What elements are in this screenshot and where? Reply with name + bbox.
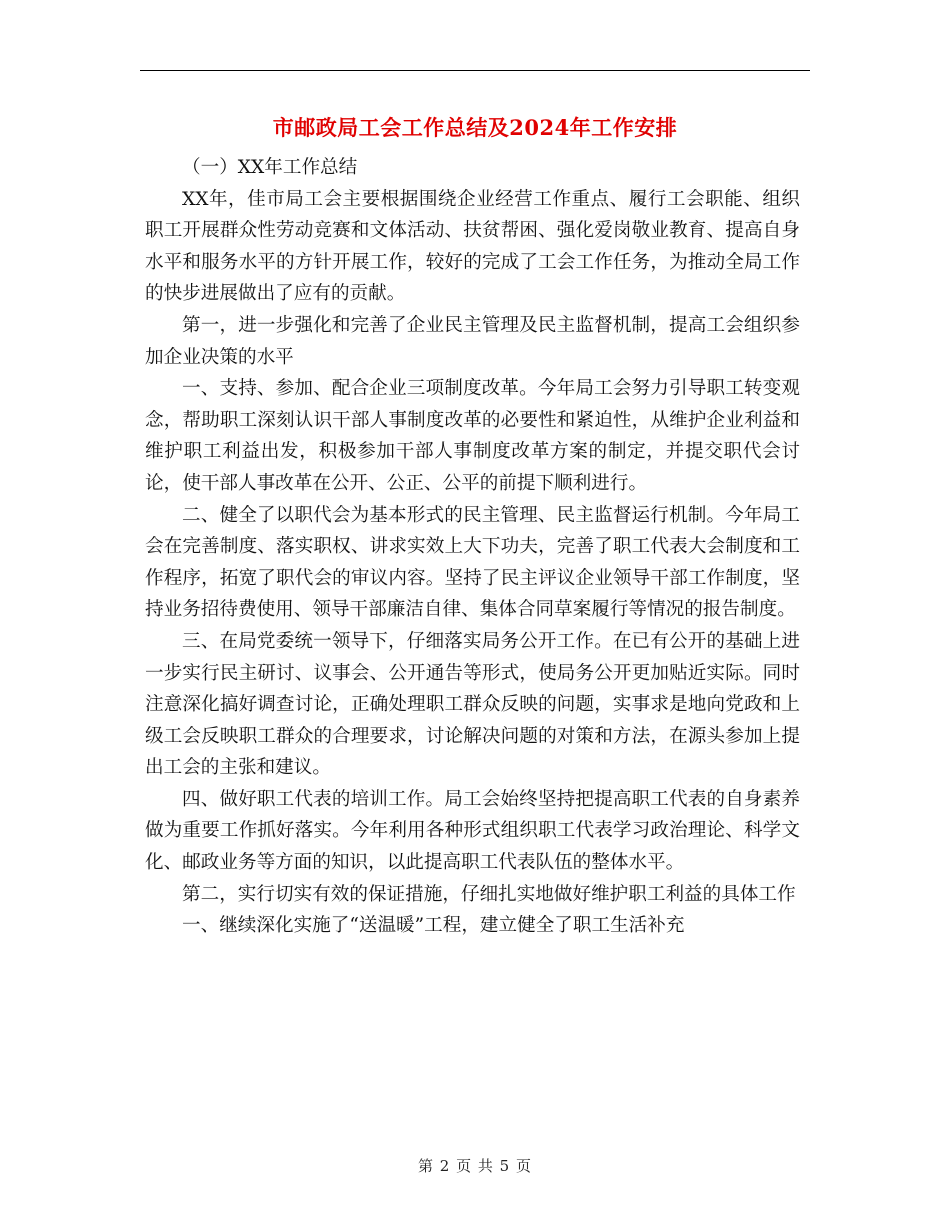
body-paragraph: 第一，进一步强化和完善了企业民主管理及民主监督机制，提高工会组织参加企业决策的水平 [145,314,800,368]
header-rule [140,70,810,71]
body-paragraph: 第二，实行切实有效的保证措施，仔细扎实地做好维护职工利益的具体工作 [182,883,796,905]
body-paragraph: 二、健全了以职代会为基本形式的民主管理、民主监督运行机制。今年局工会在完善制度、落实职权、讲求实效上大下功夫，完善了职工代表大会制度和工作程序，拓宽了职代会的审议内容。坚持了民主评议企业领导干部工作制度，坚持业务招待费使用、领导干部廉洁自律、集体合同草案履行等情况的报告制度。 [145,504,800,621]
body-paragraph: 三、在局党委统一领导下，仔细落实局务公开工作。在已有公开的基础上进一步实行民主研讨、议事会、公开通告等形式，使局务公开更加贴近实际。同时注意深化搞好调查讨论，正确处理职工群众反映的问题，实事求是地向党政和上级工会反映职工群众的合理要求，讨论解决问题的对策和方法，在源头参加上提出工会的主张和建议。 [145,630,800,779]
body-paragraph: 一、继续深化实施了“送温暖”工程，建立健全了职工生活补充 [182,915,685,937]
body-paragraph: 四、做好职工代表的培训工作。局工会始终坚持把提高职工代表的自身素养做为重要工作抓好落实。今年利用各种形式组织职工代表学习政治理论、科学文化、邮政业务等方面的知识，以此提高职工代表队伍的整体水平。 [145,788,800,874]
body-paragraph: 一、支持、参加、配合企业三项制度改革。今年局工会努力引导职工转变观念，帮助职工深刻认识干部人事制度改革的必要性和紧迫性，从维护企业利益和维护职工利益出发，积极参加干部人事制度改革方案的制定，并提交职代会讨论，使干部人事改革在公开、公正、公平的前提下顺利进行。 [145,378,800,494]
body-paragraph: XX年，佳市局工会主要根据围绕企业经营工作重点、履行工会职能、组织职工开展群众性劳动竞赛和文体活动、扶贫帮困、强化爱岗敬业教育、提高自身水平和服务水平的方针开展工作，较好的完成了工会工作任务，为推动全局工作的快步进展做出了应有的贡献。 [145,188,800,305]
section-heading: （一）XX年工作总结 [182,157,358,178]
document-body [145,152,800,942]
document-title: 市邮政局工会工作总结及2024年工作安排 [272,115,678,140]
page-number: 第 2 页 共 5 页 [418,1157,532,1175]
